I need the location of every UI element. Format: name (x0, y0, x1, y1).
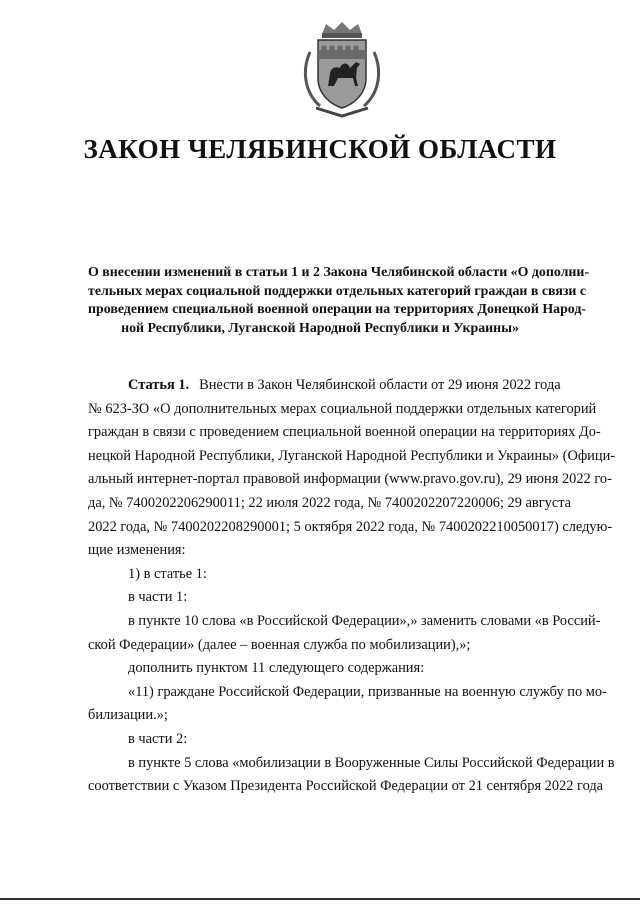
article-text: Внести в Закон Челябинской области от 29 июня 2022 года (199, 377, 561, 393)
amendment-line: в пункте 5 слова «мобилизации в Вооруженные Силы Российской Федерации в (128, 754, 615, 771)
heading-line: О внесении изменений в статьи 1 и 2 Закона Челябинской области «О дополни- (88, 265, 590, 280)
amendment-line: в части 2: (128, 730, 188, 747)
amendment-line: билизации.»; (88, 707, 168, 724)
coat-of-arms-icon (300, 20, 384, 120)
amendment-line: соответствии с Указом Президента Российской Федерации от 21 сентября 2022 года (88, 778, 604, 795)
amendment-line: «11) граждане Российской Федерации, призванные на военную службу по мо- (128, 683, 607, 700)
amendment-line: в части 1: (128, 589, 188, 606)
article-first-line (88, 374, 561, 398)
body-line: альный интернет-портал правовой информации (www.pravo.gov.ru), 29 июня 2022 го- (88, 471, 612, 488)
heading-line: ной Республики, Луганской Народной Республики и Украины» (121, 320, 519, 336)
heading-line: тельных мерах социальной поддержки отдельных категорий граждан в связи с (88, 283, 587, 299)
page-bottom-rule (0, 898, 640, 900)
law-title: ЗАКОН ЧЕЛЯБИНСКОЙ ОБЛАСТИ (83, 134, 557, 164)
law-heading (88, 264, 590, 338)
law-body (88, 374, 616, 799)
body-line: да, № 7400202206290011; 22 июля 2022 года, № 7400202207220006; 29 августа (88, 494, 572, 511)
amendment-line: в пункте 10 слова «в Российской Федерации»,» заменить словами «в Россий- (128, 612, 601, 629)
body-line: нецкой Народной Республики, Луганской Народной Республики и Украины» (Офици- (88, 447, 616, 464)
amendment-line: ской Федерации» (далее – военная служба по мобилизации),»; (88, 636, 471, 653)
amendment-line: 1) в статье 1: (128, 565, 207, 582)
article-label: Статья 1. (128, 377, 190, 393)
body-line: № 623-ЗО «О дополнительных мерах социальной поддержки отдельных категорий (88, 400, 597, 417)
amendment-items (88, 563, 615, 799)
amendment-line: дополнить пунктом 11 следующего содержания: (128, 660, 425, 677)
body-line: щие изменения: (88, 542, 186, 559)
body-line: граждан в связи с проведением специальной военной операции на территориях До- (88, 424, 601, 441)
heading-line: проведением специальной военной операции на территориях Донецкой Народ- (88, 302, 586, 317)
body-line: 2022 года, № 7400202208290001; 5 октября 2022 года, № 7400202210050017) следую- (88, 518, 613, 535)
